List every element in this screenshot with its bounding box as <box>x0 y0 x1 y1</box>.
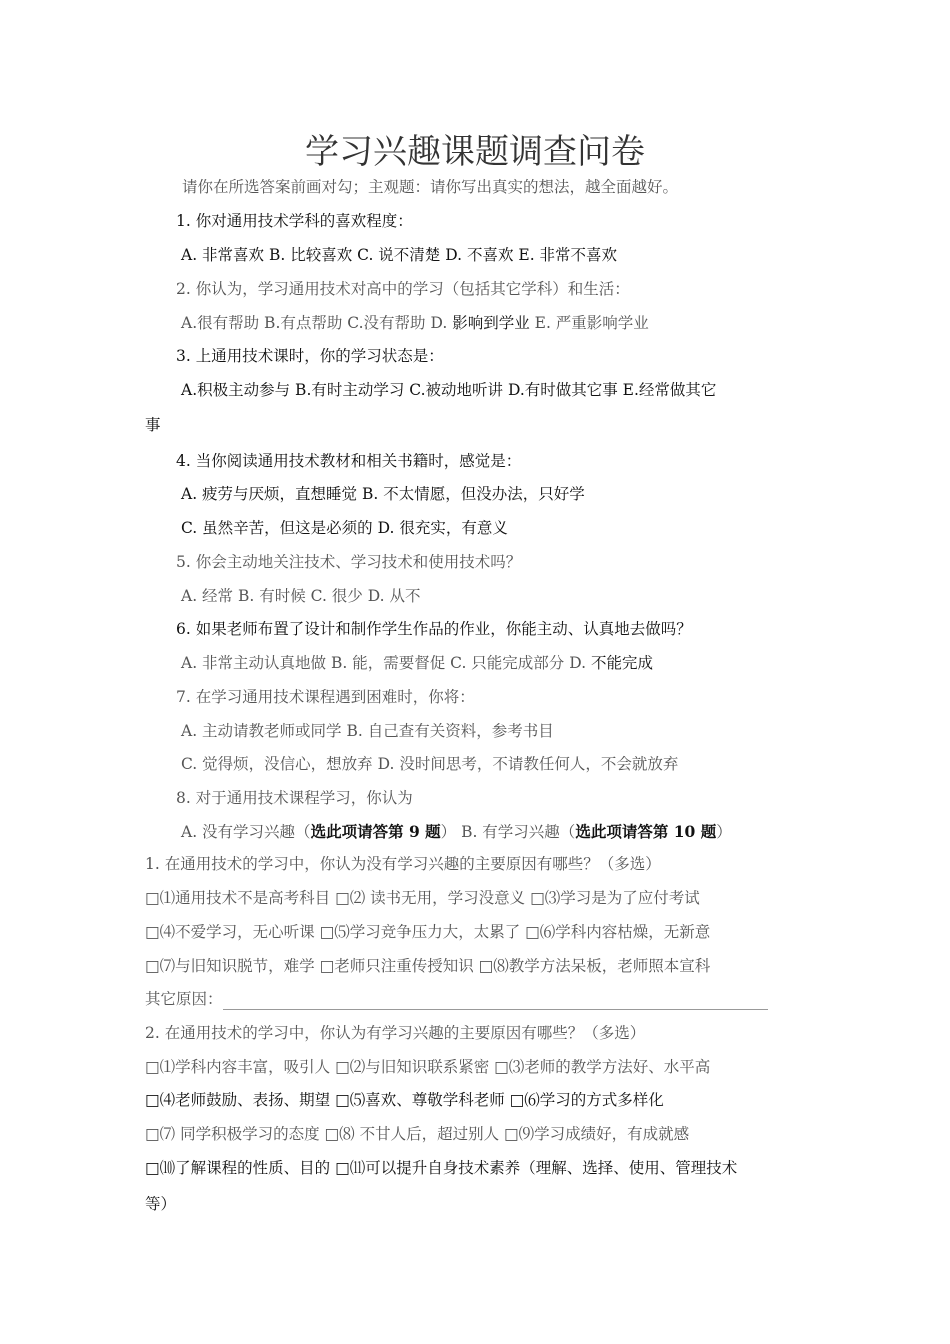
p2-q1-checkbox-row1[interactable]: □⑴通用技术不是高考科目 □⑵ 读书无用，学习没意义 □⑶学习是为了应付考试 <box>145 889 700 907</box>
q2-options <box>181 312 649 334</box>
q5-options: A. 经常 B. 有时候 C. 很少 D. 从不 <box>181 587 421 605</box>
p2-q2-question: 2. 在通用技术的学习中，你认为有学习兴趣的主要原因有哪些？（多选） <box>145 1024 646 1042</box>
q2-options-part-c: E. 严重影响学业 <box>529 314 649 332</box>
q8-option-b: ） B. 有学习兴趣（ <box>440 823 576 841</box>
q2-options-part-b: 影响到学业 <box>452 314 530 332</box>
p2-q2-checkbox-row4[interactable]: □⑽了解课程的性质、目的 □⑾可以提升自身技术素养（理解、选择、使用、管理技术 <box>145 1159 738 1177</box>
q6-options <box>181 652 653 674</box>
q6-question: 6. 如果老师布置了设计和制作学生作品的作业，你能主动、认真地去做吗？ <box>176 620 692 638</box>
p2-q2-checkbox-row3[interactable]: □⑺ 同学积极学习的态度 □⑻ 不甘人后，超过别人 □⑼学习成绩好，有成就感 <box>145 1125 690 1143</box>
q2-question: 2. 你认为，学习通用技术对高中的学习（包括其它学科）和生活： <box>176 280 630 298</box>
q3-options-line2: 事 <box>145 416 161 434</box>
q6-options-part-b: 不能完成 <box>590 654 653 672</box>
q8-option-end: ） <box>716 823 732 841</box>
q8-options <box>181 821 732 843</box>
q5-question: 5. 你会主动地关注技术、学习技术和使用技术吗？ <box>176 553 522 571</box>
p2-q2-checkbox-row2[interactable]: □⑷老师鼓励、表扬、期望 □⑸喜欢、尊敬学科老师 □⑹学习的方式多样化 <box>145 1091 664 1109</box>
q4-question: 4. 当你阅读通用技术教材和相关书籍时，感觉是： <box>176 452 522 470</box>
q7-question: 7. 在学习通用技术课程遇到困难时，你将： <box>176 688 475 706</box>
other-reason-label: 其它原因： <box>145 990 223 1008</box>
p2-q1-checkbox-row2[interactable]: □⑷不爱学习，无心听课 □⑸学习竞争压力大，太累了 □⑹学科内容枯燥，无新意 <box>145 923 711 941</box>
p2-q1-other-reason <box>145 988 768 1010</box>
p2-q2-checkbox-row1[interactable]: □⑴学科内容丰富，吸引人 □⑵与旧知识联系紧密 □⑶老师的教学方法好、水平高 <box>145 1058 711 1076</box>
q4-options-line1: A. 疲劳与厌烦，直想睡觉 B. 不太情愿，但没办法，只好学 <box>181 485 585 503</box>
p2-q2-checkbox-row5: 等） <box>145 1195 177 1213</box>
q7-options-line1: A. 主动请教老师或同学 B. 自己查有关资料，参考书目 <box>181 722 554 740</box>
q8-option-a: A. 没有学习兴趣（ <box>181 823 311 841</box>
q8-option-b-note: 选此项请答第 10 题 <box>575 822 717 841</box>
q1-question: 1. 你对通用技术学科的喜欢程度： <box>176 212 413 230</box>
p2-q1-checkbox-row3[interactable]: □⑺与旧知识脱节，难学 □老师只注重传授知识 □⑻教学方法呆板，老师照本宣科 <box>145 957 711 975</box>
q8-question: 8. 对于通用技术课程学习，你认为 <box>176 789 413 807</box>
q1-options: A. 非常喜欢 B. 比较喜欢 C. 说不清楚 D. 不喜欢 E. 非常不喜欢 <box>181 246 618 264</box>
q8-option-a-note: 选此项请答第 9 题 <box>310 822 441 841</box>
q3-question: 3. 上通用技术课时，你的学习状态是： <box>176 347 444 365</box>
other-reason-blank[interactable] <box>223 993 768 1010</box>
instructions: 请你在所选答案前画对勾；主观题：请你写出真实的想法，越全面越好。 <box>182 178 679 196</box>
q2-options-part-a: A.很有帮助 B.有点帮助 C.没有帮助 D. <box>181 314 453 332</box>
page-title: 学习兴趣课题调查问卷 <box>305 132 645 172</box>
p2-q1-question: 1. 在通用技术的学习中，你认为没有学习兴趣的主要原因有哪些？（多选） <box>145 855 661 873</box>
q7-options-line2: C. 觉得烦，没信心，想放弃 D. 没时间思考，不请教任何人，不会就放弃 <box>181 755 679 773</box>
q3-options-line1: A.积极主动参与 B.有时主动学习 C.被动地听讲 D.有时做其它事 E.经常做其它 <box>181 381 717 399</box>
q4-options-line2: C. 虽然辛苦，但这是必须的 D. 很充实，有意义 <box>181 519 508 537</box>
q6-options-part-a: A. 非常主动认真地做 B. 能，需要督促 C. 只能完成部分 D. <box>181 654 591 672</box>
